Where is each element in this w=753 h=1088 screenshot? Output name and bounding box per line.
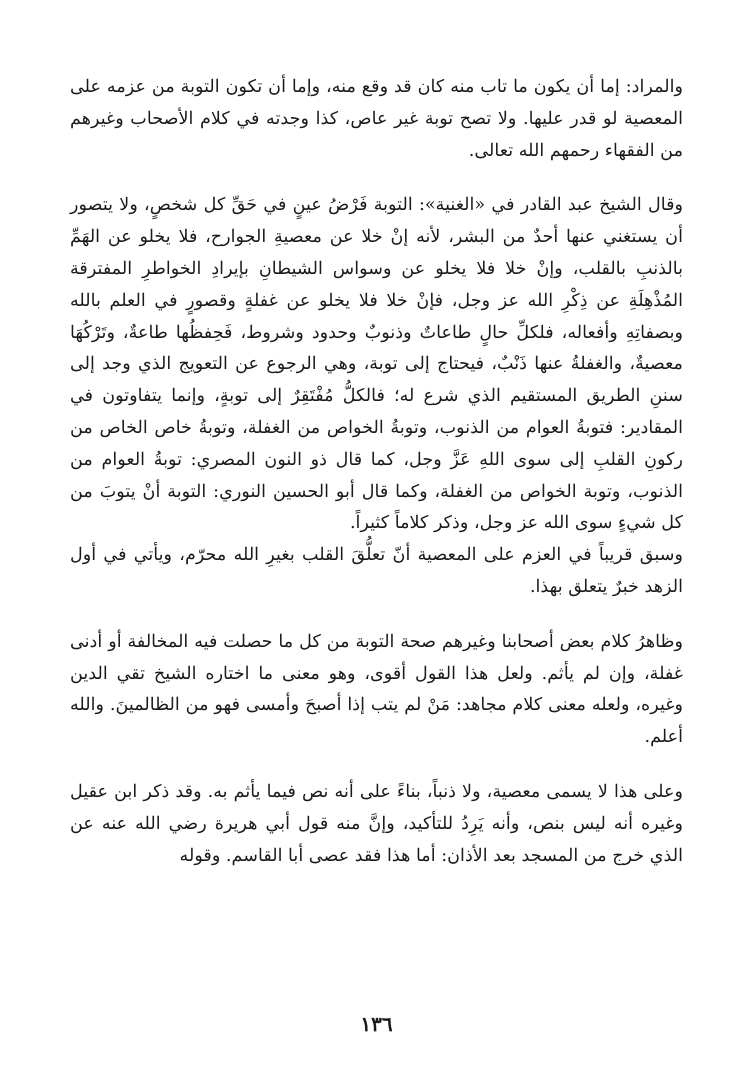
paragraph: وظاهرُ كلام بعض أصحابنا وغيرهم صحة التوبة من كل ما حصلت فيه المخالفة أو أدنى غفلة، وإن لم يأثم. ولعل هذا القول أقوى، وهو معنى ما اختاره الشيخ تقي الدين وغيره، ولعله معنى كلام مجاهد: مَنْ لم يتب إذا أصبحَ وأمسى فهو من الظالمينَ. والله أعلم. xyxy=(70,631,683,748)
paragraph: وسبق قريباً في العزم على المعصية أنّ تعلُّقَ القلب بغيرِ الله محرّم، ويأتي في أول الزهد خبرٌ يتعلق بهذا. xyxy=(70,545,683,597)
paragraph: وعلى هذا لا يسمى معصية، ولا ذنباً، بناءً على أنه نص فيما يأثم به. وقد ذكر ابن عقيل وغيره أنه ليس بنص، وأنه يَرِدُ للتأكيد، وإنَّ منه قول أبي هريرة رضي الله عنه عن الذي خرج من المسجد بعد الأذان: أما هذا فقد عصى أبا القاسم. وقوله xyxy=(70,781,683,866)
paragraph: والمراد: إما أن يكون ما تاب منه كان قد وقع منه، وإما أن تكون التوبة من عزمه على المعصية لو قدر عليها. ولا تصح توبة غير عاص، كذا وجدته في كلام الأصحاب وغيرهم من الفقهاء رحمهم الله تعالى. xyxy=(70,77,683,161)
page-number: ١٣٦ xyxy=(360,1012,393,1036)
body-text xyxy=(70,72,683,872)
paragraph: وقال الشيخ عبد القادر في «الغنية»: التوبة فَرْضُ عينٍ في حَقِّ كل شخصٍ، ولا يتصور أن يستغني عنها أحدٌ من البشر، لأنه إنْ خلا عن معصيةِ الجوارح، فلا يخلو عن الهَمِّ بالذنبِ بالقلب، وإنْ خلا فلا يخلو عن وسواس الشيطانِ بإيرادِ الخواطرِ المفترقة المُذْهِلَةِ عن ذِكْرِ الله عز وجل، فإنْ خلا فلا يخلو عن غفلةٍ وقصورٍ في العلم بالله وبصفاتِهِ وأفعاله، فلكلِّ حالٍ طاعاتٌ وذنوبٌ وحدود وشروط، فَحِفظُها طاعةٌ، وتَرْكُهَا معصيةٌ، والغفلةُ عنها ذَنْبٌ، فيحتاج إلى توبة، وهي الرجوع عن التعويج الذي وجد إلى سننِ الطريق المستقيم الذي شرع له؛ فالكلُّ مُفْتَقِرٌ إلى توبةٍ، وإنما يتفاوتون في المقادير: فتوبةُ العوام من الذنوب، وتوبةُ الخواص من الغفلة، وتوبةُ خاص الخاص من ركونِ القلبِ إلى سوى اللهِ عَزَّ وجل، كما قال ذو النون المصري: توبةُ العوام من الذنوب، وتوبة الخواص من الغفلة، وكما قال أبو الحسين النوري: التوبة أنْ يتوبَ من كل شيءٍ سوى الله عز وجل، وذكر كلاماً كثيراً. xyxy=(70,195,683,534)
